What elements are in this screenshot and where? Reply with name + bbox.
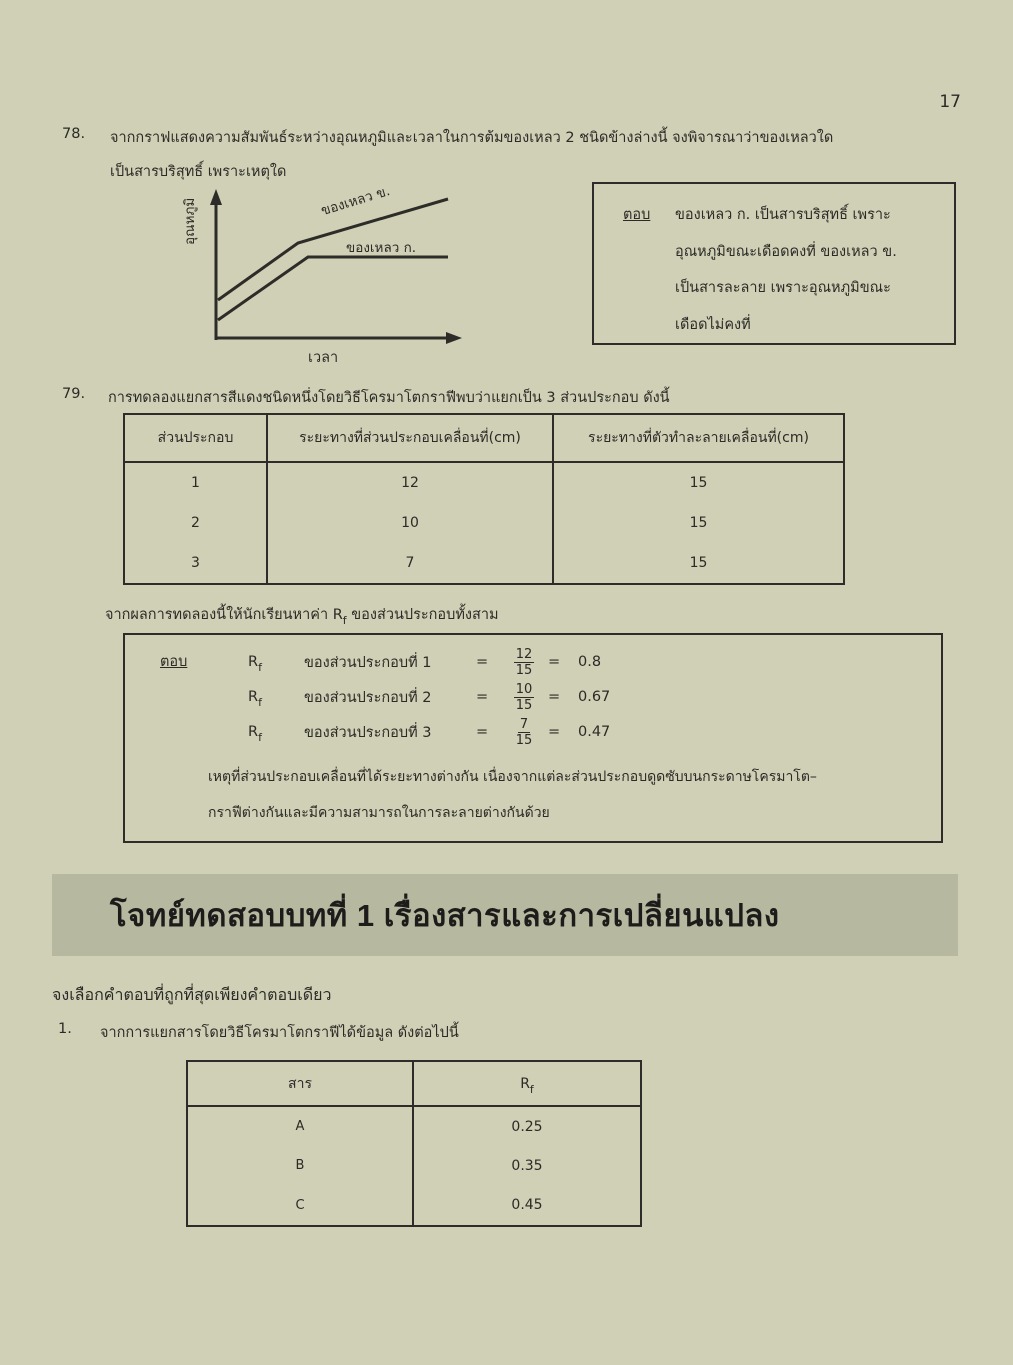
rf-row-2 (248, 680, 610, 714)
rf-row-1-eq2: = (548, 654, 561, 670)
rf-row-1-result: 0.8 (578, 654, 602, 670)
graph-x-label: เวลา (308, 350, 339, 366)
rf-sub: f (258, 731, 262, 744)
graph-y-label: อุณหภูมิ (182, 197, 198, 245)
rf-row-3-eq2: = (548, 724, 561, 740)
q78-text-line2: เป็นสารบริสุทธิ์ เพราะเหตุใด (110, 164, 287, 180)
q79-prompt (105, 603, 499, 626)
rf-row-1-den: 15 (515, 662, 533, 678)
rf-row-3 (248, 715, 610, 749)
q79-table-header-row (124, 414, 844, 462)
table-row (187, 1185, 641, 1226)
table-row (187, 1147, 641, 1185)
rf-sub: f (258, 696, 262, 709)
rf-row-3-eq: = (476, 724, 489, 740)
q79-reason-line2: กราฟีต่างกันและมีความสามารถในการละลายต่างกันด้วย (208, 805, 550, 821)
q1-number: 1. (58, 1021, 72, 1037)
rf-row-3-fraction (506, 717, 542, 748)
q79-cell: 10 (267, 503, 553, 542)
table-row (124, 503, 844, 542)
q79-prompt-after: ของส่วนประกอบทั้งสาม (346, 607, 499, 623)
q78-answer-label: ตอบ (623, 207, 651, 223)
rf-row-3-text: ของส่วนประกอบที่ 3 (304, 724, 432, 741)
q79-number: 79. (62, 386, 86, 402)
rf-row-2-result: 0.67 (578, 689, 611, 705)
rf-row-2-eq: = (476, 689, 489, 705)
q1-text: จากการแยกสารโดยวิธีโครมาโตกราฟีได้ข้อมูล ดังต่อไปนี้ (100, 1025, 459, 1041)
q79-cell: 15 (553, 503, 844, 542)
table-row (124, 543, 844, 585)
rf-symbol: R (248, 724, 259, 740)
q79-prompt-before: จากผลการทดลองนี้ให้นักเรียนหาค่า R (105, 607, 343, 623)
rf-row-2-den: 15 (515, 697, 533, 713)
q1-header-rf-sub: f (529, 1082, 534, 1096)
rf-row-1-fraction (506, 647, 542, 678)
q1-header-rf-symbol: R (520, 1075, 530, 1092)
q78-answer-line2: อุณหภูมิขณะเดือดคงที่ ของเหลว ข. (675, 244, 897, 260)
rf-row-1-num: 12 (515, 646, 533, 662)
rf-row-3-den: 15 (515, 732, 533, 748)
rf-row-1-text: ของส่วนประกอบที่ 1 (304, 654, 432, 671)
rf-symbol: R (248, 654, 259, 670)
q1-cell: 0.25 (413, 1106, 641, 1147)
instruction: จงเลือกคำตอบที่ถูกที่สุดเพียงคำตอบเดียว (52, 985, 332, 1004)
q79-answer-label: ตอบ (160, 654, 188, 670)
q79-cell: 7 (267, 543, 553, 585)
q78-answer-line1: ของเหลว ก. เป็นสารบริสุทธิ์ เพราะ (675, 207, 891, 223)
q79-reason-line1: เหตุที่ส่วนประกอบเคลื่อนที่ได้ระยะทางต่างกัน เนื่องจากแต่ละส่วนประกอบดูดซับบนกระดาษโครมาโต– (208, 769, 817, 785)
q79-cell: 3 (124, 543, 267, 585)
q79-header-component: ส่วนประกอบ (124, 414, 267, 462)
rf-row-3-result: 0.47 (578, 724, 611, 740)
y-axis-arrow-icon (210, 189, 222, 205)
rf-row-2-text: ของส่วนประกอบที่ 2 (304, 689, 432, 706)
graph-series-b-label: ของเหลว ข. (319, 183, 392, 220)
q1-table-header-row (187, 1061, 641, 1106)
series-a-line (218, 257, 448, 320)
q79-cell: 2 (124, 503, 267, 542)
q79-cell: 15 (553, 543, 844, 585)
q1-header-substance: สาร (187, 1061, 413, 1106)
rf-row-3-num: 7 (519, 716, 529, 732)
q79-cell: 1 (124, 462, 267, 503)
q79-cell: 12 (267, 462, 553, 503)
q79-header-solvent-distance: ระยะทางที่ตัวทำละลายเคลื่อนที่(cm) (553, 414, 844, 462)
q1-cell: 0.45 (413, 1185, 641, 1226)
q1-cell: C (187, 1185, 413, 1226)
q79-table (123, 413, 845, 585)
table-row (187, 1106, 641, 1147)
q1-cell: B (187, 1147, 413, 1185)
rf-row-2-eq2: = (548, 689, 561, 705)
q1-cell: 0.35 (413, 1147, 641, 1185)
q78-text-line1: จากกราฟแสดงความสัมพันธ์ระหว่างอุณหภูมิและเวลาในการต้มของเหลว 2 ชนิดข้างล่างนี้ จงพิจารณาว่าของเหลวใด (110, 130, 834, 146)
rf-sub: f (258, 661, 262, 674)
page-number: 17 (939, 92, 961, 112)
x-axis-arrow-icon (446, 332, 462, 344)
q1-cell: A (187, 1106, 413, 1147)
rf-row-2-num: 10 (515, 681, 533, 697)
q79-text: การทดลองแยกสารสีแดงชนิดหนึ่งโดยวิธีโครมาโตกราฟีพบว่าแยกเป็น 3 ส่วนประกอบ ดังนี้ (108, 390, 670, 406)
rf-symbol: R (248, 689, 259, 705)
q79-prompt-sub: f (342, 614, 347, 627)
table-row (124, 462, 844, 503)
q1-table (186, 1060, 642, 1227)
graph-series-a-label: ของเหลว ก. (346, 240, 417, 256)
q79-cell: 15 (553, 462, 844, 503)
q78-answer-line3: เป็นสารละลาย เพราะอุณหภูมิขณะ (675, 280, 891, 296)
q1-header-rf (413, 1061, 641, 1106)
section-title: โจทย์ทดสอบบทที่ 1 เรื่องสารและการเปลี่ยนแปลง (110, 898, 780, 933)
q79-header-component-distance: ระยะทางที่ส่วนประกอบเคลื่อนที่(cm) (267, 414, 553, 462)
rf-row-2-fraction (506, 682, 542, 713)
q78-number: 78. (62, 126, 86, 142)
rf-row-1 (248, 645, 601, 679)
rf-row-1-eq: = (476, 654, 489, 670)
q78-answer-line4: เดือดไม่คงที่ (675, 317, 751, 333)
